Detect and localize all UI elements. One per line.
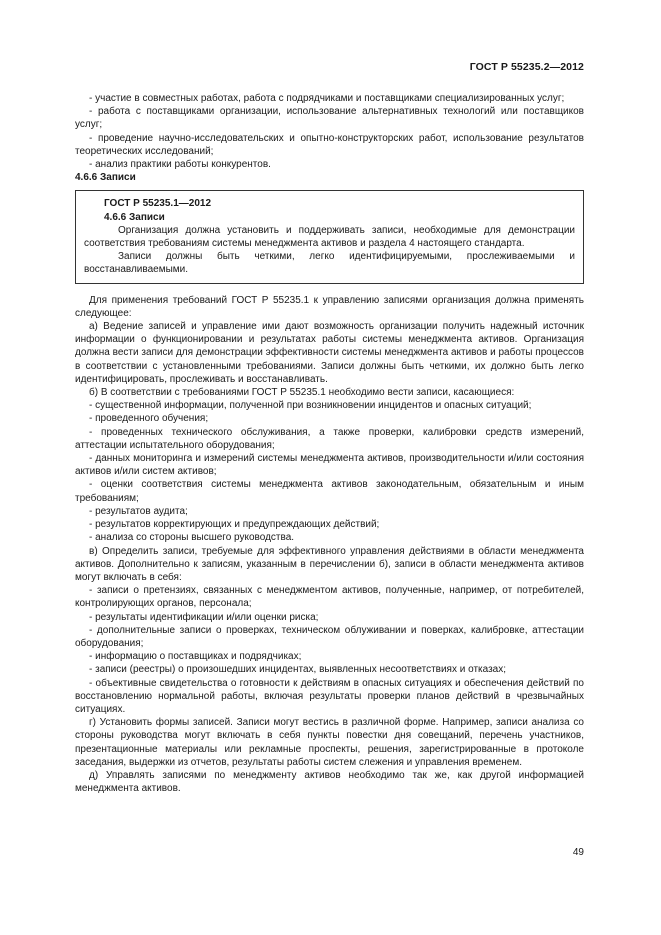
list-item: - данных мониторинга и измерений системы менеджмента активов, производительности и/или состояния активов и/или систем активов; [75,453,584,478]
list-item: - проведенных технического обслуживания, а также проверки, калибровки средств измерений, аттестации испытательного оборудования; [75,426,584,451]
list-item: - результаты идентификации и/или оценки риска; [89,611,319,623]
paragraph: в) Определить записи, требуемые для эффективного управления действиями в области менеджмента активов. Дополнительно к записям, указанным в перечислении б), записи в области менеджмента активов могут включать в себя: [75,545,584,583]
list-item: - проведение научно-исследовательских и опытно-конструкторских работ, использование результатов теоретических исследований; [75,132,584,157]
quote-section: 4.6.6 Записи [104,211,165,223]
list-item: - существенной информации, полученной при возникновении инцидентов и опасных ситуаций; [89,400,532,412]
quote-standard: ГОСТ Р 55235.1—2012 [104,198,212,210]
list-item: - работа с поставщиками организации, использование альтернативных технологий или поставщиков услуг; [75,106,584,131]
list-item: - результатов аудита; [89,505,188,517]
list-item: - информацию о поставщиках и подрядчиках; [89,651,302,663]
page-content [75,92,584,795]
list-item: - результатов корректирующих и предупреждающих действий; [89,519,380,531]
paragraph: г) Установить формы записей. Записи могут вестись в различной форме. Например, записи анализа со стороны руководства могут включать в себя пункты повестки дня совещаний, перечень участников, презентационные материалы или рекламные проспекты, решения, зарегистрированные в протоколе заседания, выдержки из отчетов, результаты работы систем слежения и управления временем. [75,717,584,768]
quote-paragraph: Записи должны быть четкими, легко идентифицируемыми, прослеживаемыми и восстанавливаемыми. [84,251,575,276]
list-item: - записи о претензиях, связанных с менеджментом активов, полученные, например, от потребителей, контролирующих органов, персонала; [75,585,584,610]
paragraph: б) В соответствии с требованиями ГОСТ Р 55235.1 необходимо вести записи, касающиеся: [89,387,515,399]
paragraph: д) Управлять записями по менеджменту активов необходимо так же, как другой информацией менеджмента активов. [75,769,584,795]
document-header: ГОСТ Р 55235.2—2012 [469,61,584,73]
intro-list [75,92,584,171]
list-item: - участие в совместных работах, работа с подрядчиками и поставщиками специализированных услуг; [89,93,565,104]
list-item: - дополнительные записи о проверках, техническом облуживании и поверках, калибровке, аттестации оборудования; [75,624,584,649]
list-item: - анализа со стороны высшего руководства. [89,532,295,544]
list-item: - объективные свидетельства о готовности к действиям в опасных ситуациях и обеспечения действий по восстановлению нормальной работы, включая результаты проверки планов действий в чрезвычайных ситуациях. [75,677,584,715]
list-item: - проведенного обучения; [89,413,209,425]
section-heading [75,171,584,184]
page-number: 49 [572,847,584,858]
body-text [75,294,584,796]
quote-paragraph: Организация должна установить и поддерживать записи, необходимые для демонстрации соответствия требованиям системы менеджмента активов и раздела 4 настоящего стандарта. [84,224,575,250]
list-item: - анализ практики работы конкурентов. [89,159,271,171]
quote-box [75,190,584,283]
paragraph: а) Ведение записей и управление ими дают возможность организации получить надежный источник информации о функционировании и результатах работы системы менеджмента активов. Организация должна вести записи для демонстрации эффективности системы менеджмента активов и работы процессов в соответствии с установленными требованиями. Записи должны быть четкими, их должно быть легко идентифицировать, прослеживать и восстанавливать. [75,321,584,385]
list-item: - оценки соответствия системы менеджмента активов законодательным, обязательным и иным требованиям; [75,479,584,504]
list-item: - записи (реестры) о произошедших инцидентах, выявленных несоответствиях и отказах; [89,664,506,676]
section-title: 4.6.6 Записи [75,172,136,184]
paragraph: Для применения требований ГОСТ Р 55235.1 к управлению записями организация должна применять следующее: [75,294,584,319]
